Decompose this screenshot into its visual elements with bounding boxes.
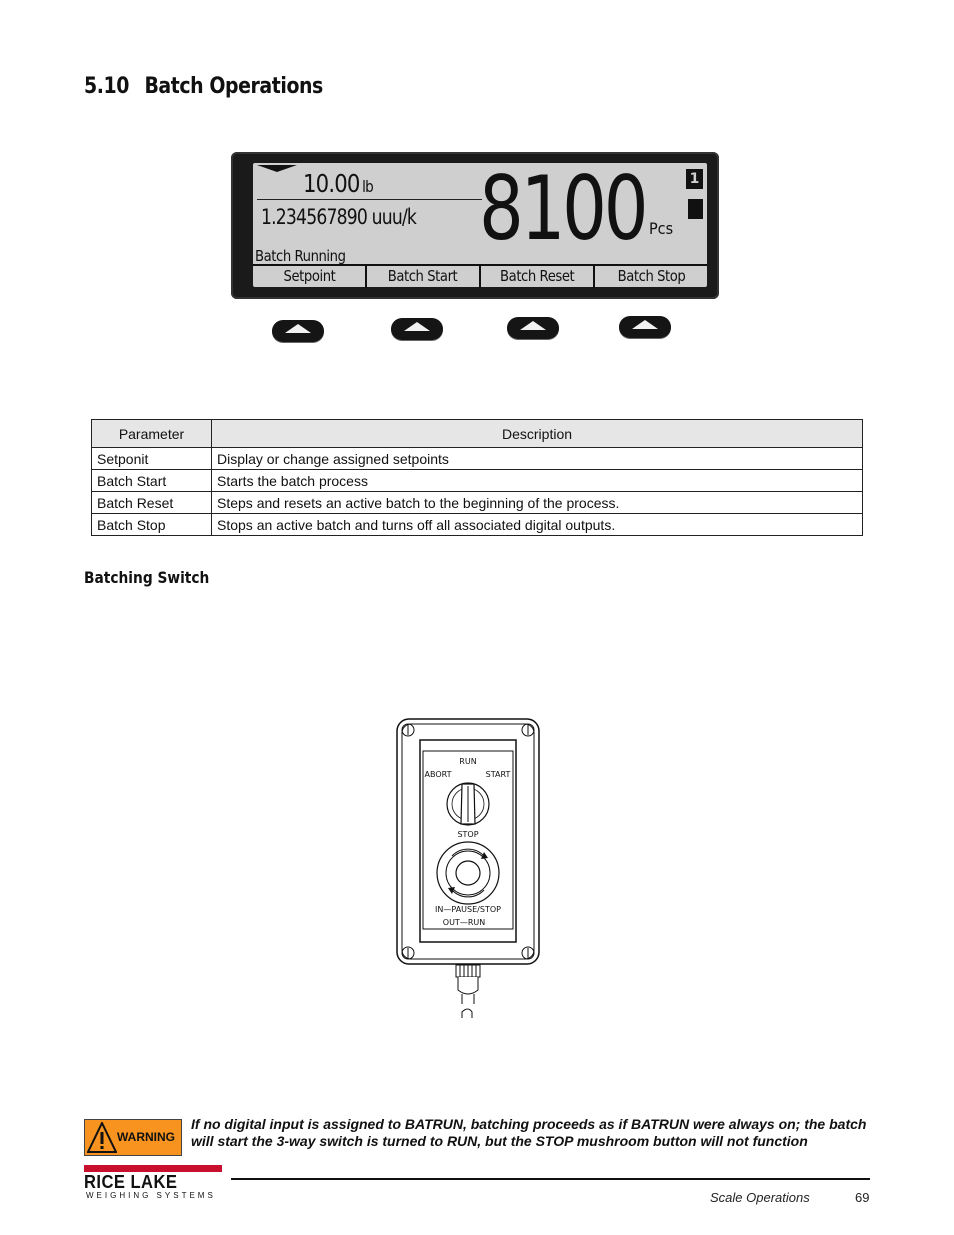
cell-description: Steps and resets an active batch to the beginning of the process.	[212, 492, 863, 514]
section-heading: Batch Operations	[144, 74, 323, 99]
label-out-run: OUT—RUN	[442, 918, 486, 927]
batching-switch-illustration	[396, 718, 540, 1020]
hw-button-batch-stop[interactable]	[619, 316, 671, 338]
warning-badge	[84, 1119, 182, 1156]
table-row	[92, 448, 863, 470]
lcd-softkey-bar	[253, 264, 707, 288]
softkey-setpoint: Setpoint	[253, 266, 367, 288]
warning-text: If no digital input is assigned to BATRUN, batching proceeds as if BATRUN were always on; the batch will start the 3-way switch is turned to RUN, but the STOP mushroom button will not function	[191, 1116, 867, 1149]
hw-button-batch-reset[interactable]	[507, 317, 559, 339]
lcd-scale-indicator: 1	[686, 169, 703, 189]
lcd-count-unit: Pcs	[649, 219, 674, 238]
table-row	[92, 470, 863, 492]
lcd-status: Batch Running	[255, 247, 346, 265]
cell-parameter: Batch Reset	[92, 492, 212, 514]
footer-rule	[231, 1178, 870, 1180]
parameter-table	[91, 419, 863, 536]
logo-name: RICE LAKE	[84, 1172, 178, 1192]
lcd-rate: 1.234567890 uuu/k	[261, 205, 417, 229]
label-abort: ABORT	[424, 770, 452, 779]
footer-section-name: Scale Operations	[710, 1190, 810, 1205]
label-run: RUN	[459, 757, 477, 766]
tare-marker-icon	[257, 165, 297, 173]
lcd-gross-value: 10.00	[303, 169, 360, 198]
cell-description: Display or change assigned setpoints	[212, 448, 863, 470]
up-arrow-icon	[285, 324, 311, 333]
lcd-count: 8100	[479, 157, 646, 260]
section-number: 5.10	[84, 74, 129, 99]
cell-parameter: Setponit	[92, 448, 212, 470]
logo-subtitle: WEIGHING SYSTEMS	[86, 1191, 216, 1200]
cell-parameter: Batch Stop	[92, 514, 212, 536]
table-row	[92, 492, 863, 514]
rice-lake-logo	[84, 1165, 222, 1201]
softkey-batch-start: Batch Start	[367, 266, 481, 288]
lcd-gross-weight	[303, 169, 373, 198]
table-row	[92, 514, 863, 536]
section-title	[84, 74, 323, 99]
cell-parameter: Batch Start	[92, 470, 212, 492]
up-arrow-icon	[404, 322, 430, 331]
lcd-screen	[253, 157, 707, 287]
header-description: Description	[212, 420, 863, 448]
page-number: 69	[855, 1190, 870, 1205]
warning-triangle-icon	[87, 1122, 117, 1154]
cell-description: Starts the batch process	[212, 470, 863, 492]
lcd-divider	[257, 199, 482, 200]
label-stop: STOP	[457, 830, 479, 839]
hw-button-batch-start[interactable]	[391, 318, 443, 340]
up-arrow-icon	[520, 321, 546, 330]
logo-red-bar	[84, 1165, 222, 1172]
hw-button-setpoint[interactable]	[272, 320, 324, 342]
cell-description: Stops an active batch and turns off all associated digital outputs.	[212, 514, 863, 536]
softkey-batch-reset: Batch Reset	[481, 266, 595, 288]
up-arrow-icon	[632, 320, 658, 329]
lcd-gross-unit: lb	[362, 177, 373, 196]
softkey-batch-stop: Batch Stop	[617, 267, 685, 285]
subsection-title: Batching Switch	[84, 568, 210, 587]
warning-label: WARNING	[117, 1130, 175, 1144]
label-start: START	[485, 770, 511, 779]
table-header-row	[92, 420, 863, 448]
lcd-annunciator	[688, 199, 703, 219]
header-parameter: Parameter	[92, 420, 212, 448]
label-in-pause-stop: IN—PAUSE/STOP	[435, 905, 501, 914]
